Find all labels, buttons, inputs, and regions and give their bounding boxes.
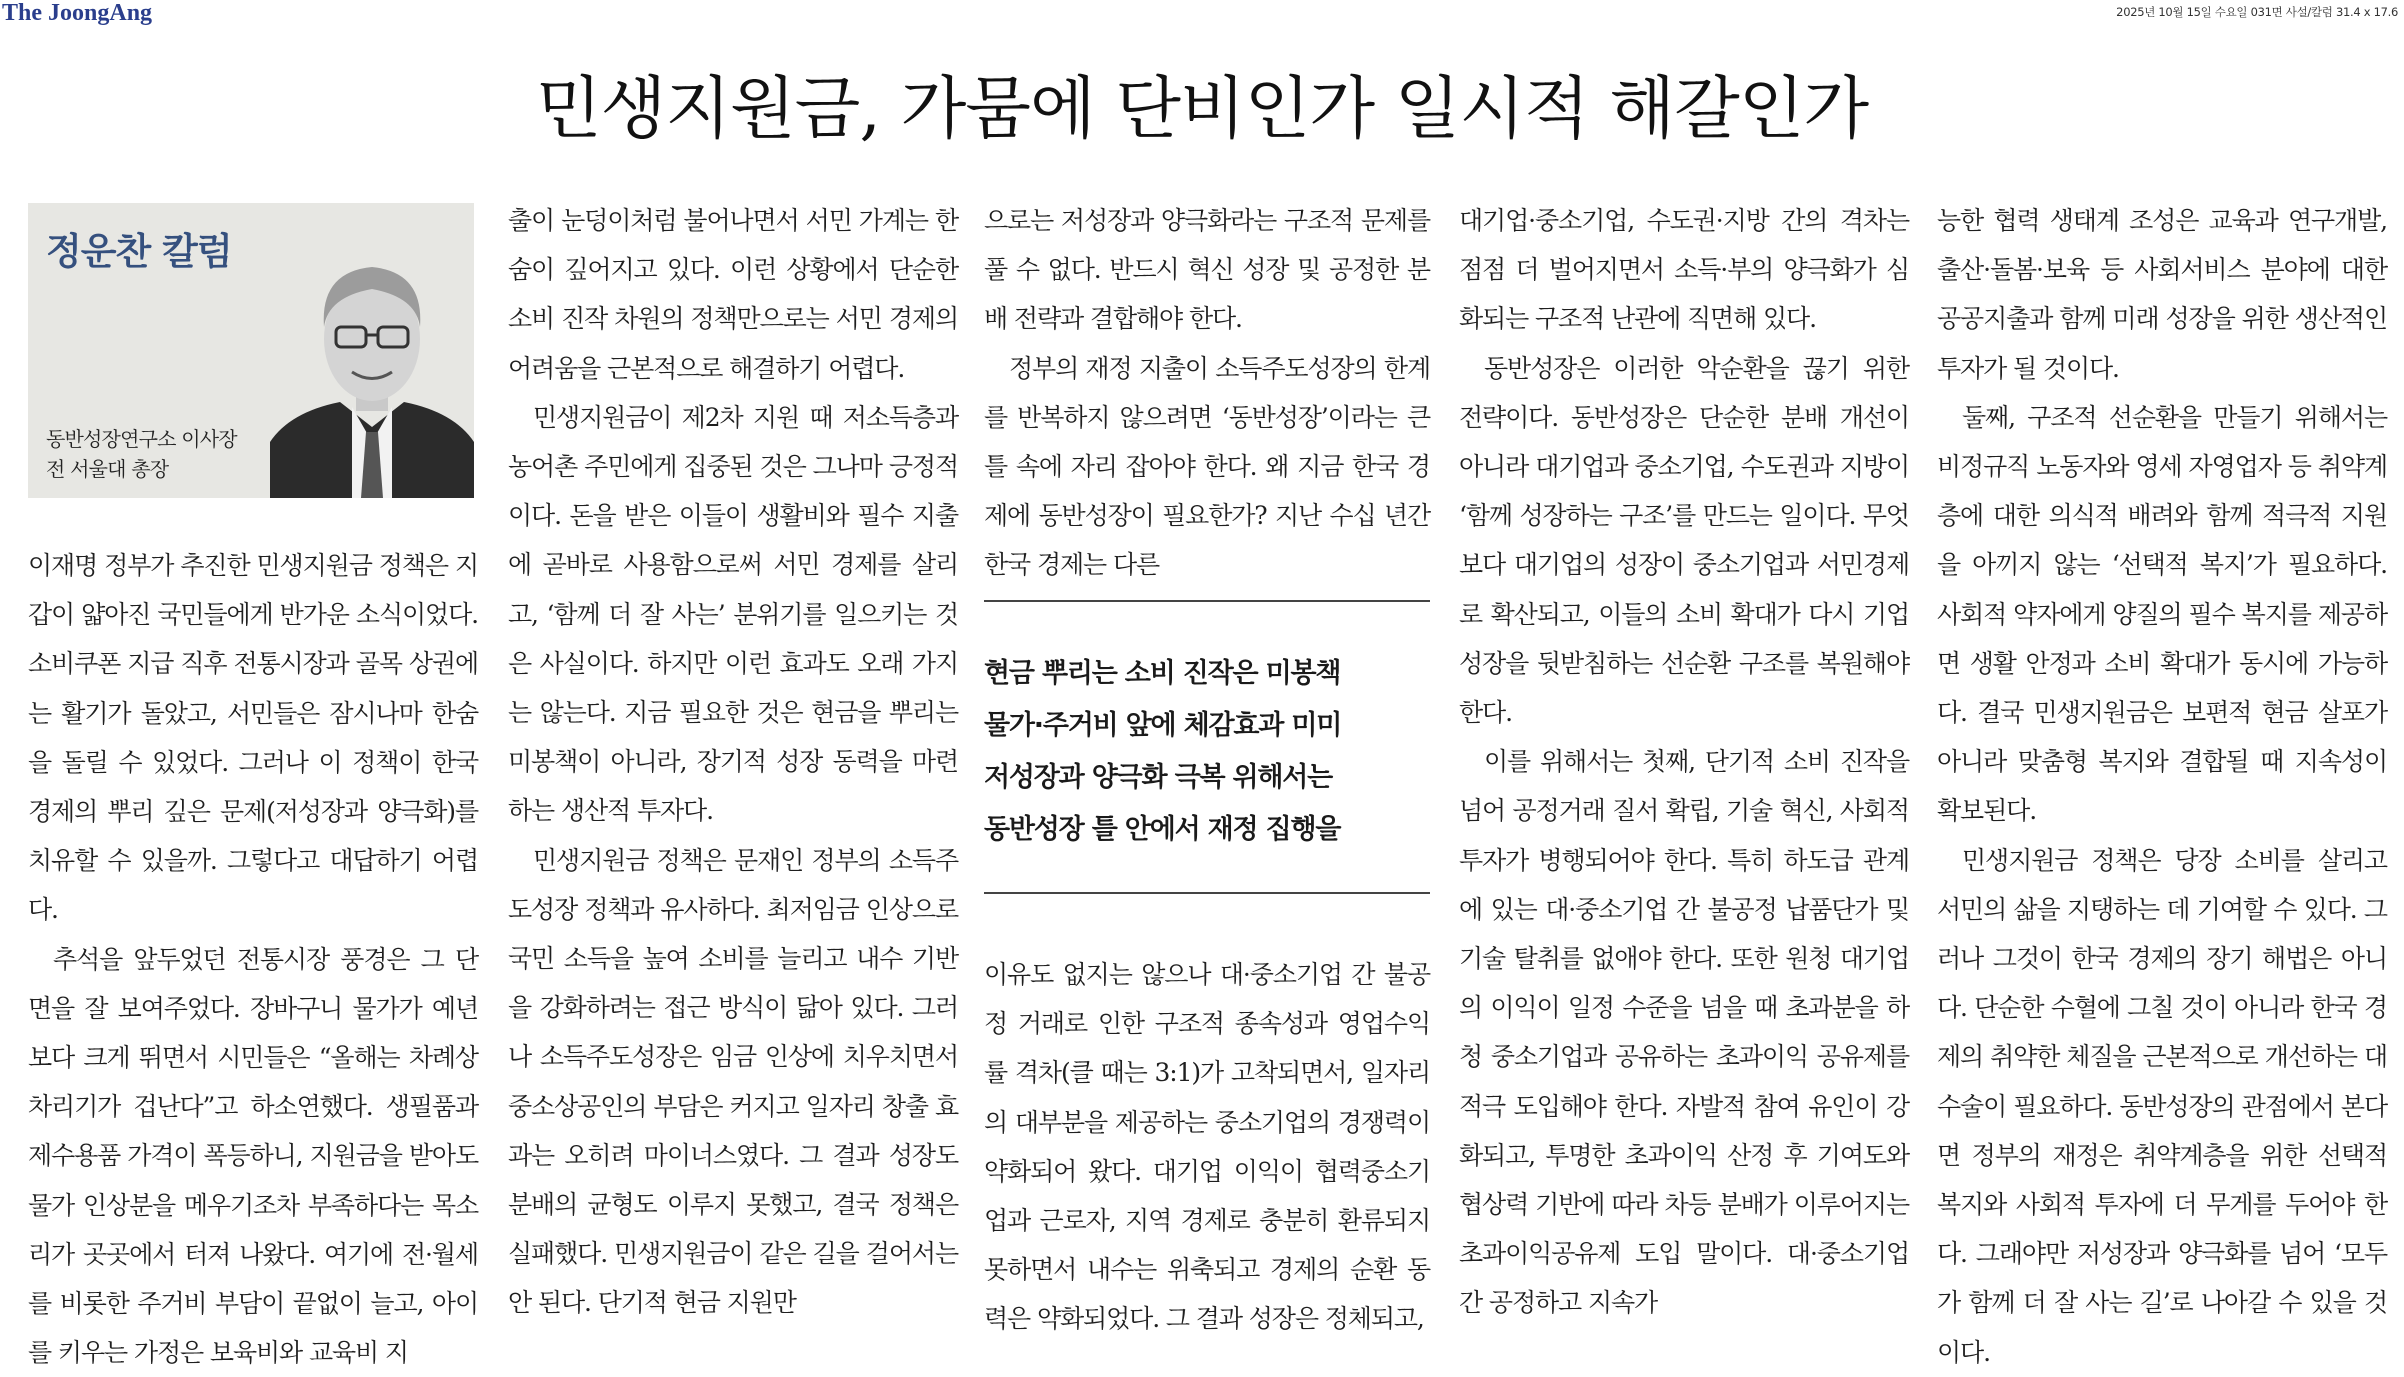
publication-info: 2025년 10월 15일 수요일 031면 사설/칼럼 31.4 x 17.6 bbox=[2116, 5, 2398, 19]
paragraph: 으로는 저성장과 양극화라는 구조적 문제를 풀 수 없다. 반드시 혁신 성장 및 공정한 분배 전략과 결합해야 한다. bbox=[984, 206, 1430, 334]
article-column-3-top bbox=[984, 196, 1430, 590]
column-name: 정운찬 칼럼 bbox=[46, 230, 232, 273]
pullquote-line: 현금 뿌리는 소비 진작은 미봉책 bbox=[984, 658, 1341, 689]
paragraph: 민생지원금 정책은 당장 소비를 살리고 서민의 삶을 지탱하는 데 기여할 수 있다. 그러나 그것이 한국 경제의 장기 해법은 아니다. 단순한 수혈에 그칠 것이 아니라 한국 경제의 취약한 체질을 근본적으로 개선하는 대수술이 필요하다. 동반성장의 관점에서 본다면 정부의 재정은 취약계층을 위한 선택적 복지와 사회적 투자에 더 무게를 두어야 한다. 그래야만 저성장과 양극화를 넘어 ‘모두가 함께 더 잘 사는 길’로 나아갈 수 있을 것이다. bbox=[1937, 845, 2387, 1367]
paragraph: 대기업·중소기업, 수도권·지방 간의 격차는 점점 더 벌어지면서 소득·부의 양극화가 심화되는 구조적 난관에 직면해 있다. bbox=[1459, 206, 1909, 334]
pullquote-line: 물가·주거비 앞에 체감효과 미미 bbox=[984, 710, 1342, 741]
pullquote-top-rule bbox=[984, 600, 1430, 602]
paragraph: 추석을 앞두었던 전통시장 풍경은 그 단면을 잘 보여주었다. 장바구니 물가가 예년보다 크게 뛰면서 시민들은 “올해는 차례상 차리기가 겁난다”고 하소연했다. 생필품과 제수용품 가격이 폭등하니, 지원금을 받아도 물가 인상분을 메우기조차 부족하다는 목소리가 곳곳에서 터져 나왔다. 여기에 전·월세를 비롯한 주거비 부담이 끝없이 늘고, 아이를 키우는 가정은 보육비와 교육비 지 bbox=[28, 944, 478, 1368]
pullquote-line: 동반성장 틀 안에서 재정 집행을 bbox=[984, 814, 1341, 845]
author-portrait bbox=[270, 227, 474, 498]
paragraph: 민생지원금 정책은 문재인 정부의 소득주도성장 정책과 유사하다. 최저임금 인상으로 국민 소득을 높여 소비를 늘리고 내수 기반을 강화하려는 접근 방식이 닮아 있다. 그러나 소득주도성장은 임금 인상에 치우치면서 중소상공인의 부담은 커지고 일자리 창출 효과는 오히려 마이너스였다. 그 결과 성장도 분배의 균형도 이루지 못했고, 결국 정책은 실패했다. 민생지원금이 같은 길을 걸어서는 안 된다. 단기적 현금 지원만 bbox=[508, 845, 958, 1318]
article-column-1 bbox=[28, 541, 478, 1377]
article-column-4 bbox=[1459, 196, 1909, 1328]
paragraph: 이재명 정부가 추진한 민생지원금 정책은 지갑이 얇아진 국민들에게 반가운 소식이었다. 소비쿠폰 지급 직후 전통시장과 골목 상권에는 활기가 돌았고, 서민들은 잠시나마 한숨을 돌릴 수 있었다. 그러나 이 정책이 한국 경제의 뿌리 깊은 문제(저성장과 양극화)를 치유할 수 있을까. 그렇다고 대답하기 어렵다. bbox=[28, 551, 478, 925]
headline: 민생지원금, 가뭄에 단비인가 일시적 해갈인가 bbox=[535, 70, 1869, 149]
paragraph: 이유도 없지는 않으나 대·중소기업 간 불공정 거래로 인한 구조적 종속성과 영업수익률 격차(클 때는 3:1)가 고착되면서, 일자리의 대부분을 제공하는 중소기업의 경쟁력이 약화되어 왔다. 대기업 이익이 협력중소기업과 근로자, 지역 경제로 충분히 환류되지 못하면서 내수는 위축되고 경제의 순환 동력은 약화되었다. 그 결과 성장은 정체되고, bbox=[984, 960, 1430, 1334]
author-title-line2: 전 서울대 총장 bbox=[46, 457, 169, 481]
paragraph: 둘째, 구조적 선순환을 만들기 위해서는 비정규직 노동자와 영세 자영업자 등 취약계층에 대한 의식적 배려와 함께 적극적 지원을 아끼지 않는 ‘선택적 복지’가 필요하다. 사회적 약자에게 양질의 필수 복지를 제공하면 생활 안정과 소비 확대가 동시에 가능하다. 결국 민생지원금은 보편적 현금 살포가 아니라 맞춤형 복지와 결합될 때 지속성이 확보된다. bbox=[1937, 402, 2387, 826]
article-column-3-bottom bbox=[984, 950, 1430, 1344]
pullquote-line: 저성장과 양극화 극복 위해서는 bbox=[984, 762, 1333, 793]
brand-logo: The JoongAng bbox=[2, 0, 153, 26]
article-column-2 bbox=[508, 196, 958, 1328]
author-title-line1: 동반성장연구소 이사장 bbox=[46, 427, 237, 451]
paragraph: 능한 협력 생태계 조성은 교육과 연구개발, 출산·돌봄·보육 등 사회서비스 분야에 대한 공공지출과 함께 미래 성장을 위한 생산적인 투자가 될 것이다. bbox=[1937, 206, 2387, 383]
masthead bbox=[0, 0, 2404, 26]
paragraph: 이를 위해서는 첫째, 단기적 소비 진작을 넘어 공정거래 질서 확립, 기술 혁신, 사회적 투자가 병행되어야 한다. 특히 하도급 관계에 있는 대·중소기업 간 불공정 납품단가 및 기술 탈취를 없애야 한다. 또한 원청 대기업의 이익이 일정 수준을 넘을 때 초과분을 하청 중소기업과 공유하는 초과이익 공유제를 적극 도입해야 한다. 자발적 참여 유인이 강화되고, 투명한 초과이익 산정 후 기여도와 협상력 기반에 따라 차등 분배가 이루어지는 초과이익공유제 도입 말이다. 대·중소기업 간 공정하고 지속가 bbox=[1459, 747, 1909, 1318]
article-column-5 bbox=[1937, 196, 2387, 1377]
paragraph: 정부의 재정 지출이 소득주도성장의 한계를 반복하지 않으려면 ‘동반성장’이라는 큰 틀 속에 자리 잡아야 한다. 왜 지금 한국 경제에 동반성장이 필요한가? 지난 수십 년간 한국 경제는 다른 bbox=[984, 353, 1430, 580]
paragraph: 민생지원금이 제2차 지원 때 저소득층과 농어촌 주민에게 집중된 것은 그나마 긍정적이다. 돈을 받은 이들이 생활비와 필수 지출에 곧바로 사용함으로써 서민 경제를 살리고, ‘함께 더 잘 사는’ 분위기를 일으키는 것은 사실이다. 하지만 이런 효과도 오래 가지는 않는다. 지금 필요한 것은 현금을 뿌리는 미봉책이 아니라, 장기적 성장 동력을 마련하는 생산적 투자다. bbox=[508, 402, 958, 826]
pullquote-bottom-rule bbox=[984, 892, 1430, 894]
pullquote bbox=[984, 648, 1430, 856]
paragraph: 출이 눈덩이처럼 불어나면서 서민 가계는 한숨이 깊어지고 있다. 이런 상황에서 단순한 소비 진작 차원의 정책만으로는 서민 경제의 어려움을 근본적으로 해결하기 어렵다. bbox=[508, 206, 958, 383]
paragraph: 동반성장은 이러한 악순환을 끊기 위한 전략이다. 동반성장은 단순한 분배 개선이 아니라 대기업과 중소기업, 수도권과 지방이 ‘함께 성장하는 구조’를 만드는 일이다. 무엇보다 대기업의 성장이 중소기업과 서민경제로 확산되고, 이들의 소비 확대가 다시 기업 성장을 뒷받침하는 선순환 구조를 복원해야 한다. bbox=[1459, 353, 1909, 728]
byline-box bbox=[28, 203, 474, 498]
